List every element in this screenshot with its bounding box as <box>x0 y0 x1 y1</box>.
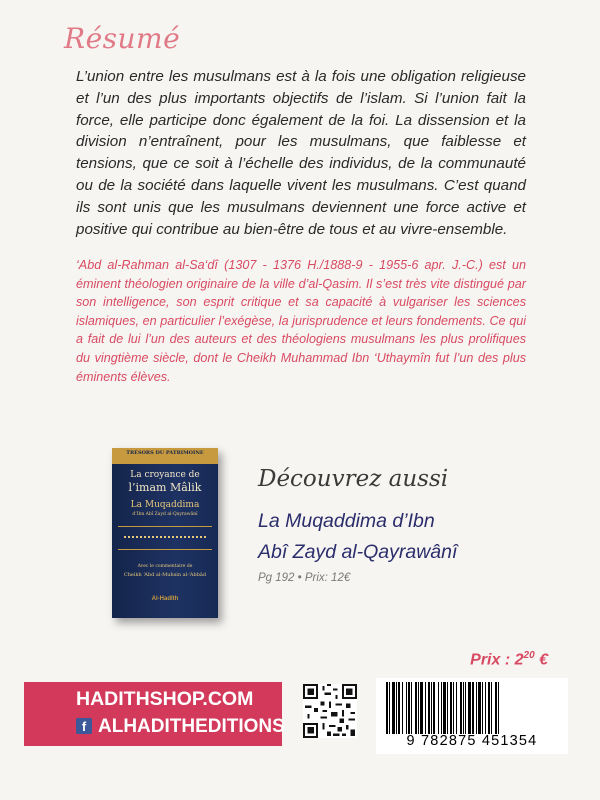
related-heading: Découvrez aussi <box>258 466 449 492</box>
related-title <box>258 506 558 568</box>
summary-text: L’union entre les musulmans est à la fois une obligation religieuse et l’un des plus importants objectifs de l’islam. Si l’union fait la force, elle participe donc également de la foi. La dissension et la division n’entraînent, pour les musulmans, que faiblesse et tensions, que ce soit à l’échelle des individus, de la communauté ou de la société dans laquelle vivent les musulmans. C’est quand ils sont unis que les musulmans deviennent une force active et positive qui contribue au bien-être de tous et au vivre-ensemble. <box>76 68 526 238</box>
price-currency: € <box>539 651 548 669</box>
price <box>470 650 548 669</box>
cover-commentary-line2: Cheikh ‘Abd al-Muhsin al-‘Abbâd <box>123 572 207 578</box>
barcode-bars <box>386 682 558 734</box>
cover-publisher-logo: Al-Hadîth <box>151 596 179 602</box>
cover-commentary-line1: Avec le commentaire de <box>137 564 193 569</box>
author-bio: ‘Abd al-Rahman al-Sa‘dî (1307 - 1376 H./1888-9 - 1955-6 apr. J.-C.) est un éminent théologien originaire de la ville d’al-Qasim. Il s’est très vite distingué par son intelligence, son esprit critique et sa capacité à vulgariser les sciences islamiques, en particulier l’exégèse, la jurisprudence et leurs fondements. Ce qui a fait de lui l’un des auteurs et des théologiens musulmans les plus prolifiques du vingtième siècle, dont le Cheikh Muhammad Ibn ‘Uthaymîn fut l’un des plus éminents élèves. <box>76 258 526 384</box>
related-meta: Pg 192 • Prix: 12€ <box>258 572 351 584</box>
facebook-handle: ALHADITHEDITIONS <box>98 716 285 737</box>
brand-banner <box>24 682 285 746</box>
cover-title-line2: l’imam Mâlik <box>128 481 202 494</box>
cover-arabic-calligraphy <box>118 526 212 550</box>
cover-subtitle: La Muqaddima <box>130 500 200 510</box>
price-whole: 2 <box>514 651 524 669</box>
site-link[interactable]: HADITHSHOP.COM <box>76 688 254 710</box>
barcode <box>376 678 568 754</box>
price-cents: 20 <box>523 650 535 661</box>
cover-subtitle2: d’Ibn Abî Zayd al-Qayrawânî <box>132 512 198 517</box>
facebook-icon: f <box>76 718 92 734</box>
cover-title-line1: La croyance de <box>130 470 200 480</box>
related-title-line1: La Muqaddima d’Ibn <box>258 510 435 532</box>
cover-series-band: TRÉSORS DU PATRIMOINE <box>112 448 218 464</box>
price-label: Prix : <box>470 651 511 669</box>
related-title-line2: Abî Zayd al-Qayrawânî <box>258 541 458 563</box>
isbn-number: 9 782875 451354 <box>406 733 538 749</box>
qr-code[interactable] <box>303 684 357 738</box>
related-book-cover <box>112 448 218 618</box>
summary-title: Résumé <box>64 22 181 55</box>
